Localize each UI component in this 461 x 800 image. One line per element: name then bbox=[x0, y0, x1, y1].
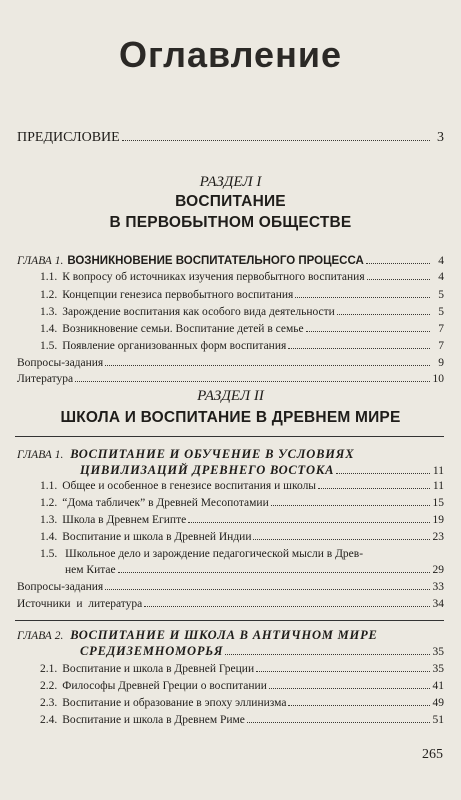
toc-entry-number: 1.5. bbox=[40, 340, 58, 352]
toc-entry-page: 35 bbox=[432, 646, 444, 658]
toc-entry-number: 1.3. bbox=[40, 306, 58, 318]
toc-entry-page: 41 bbox=[432, 680, 444, 692]
toc-chapter[interactable] bbox=[17, 447, 354, 462]
toc-entry-literature[interactable] bbox=[17, 372, 444, 386]
leader-dots bbox=[336, 464, 430, 474]
toc-entry-number: 1.3. bbox=[40, 514, 58, 526]
toc-entry[interactable] bbox=[40, 322, 444, 336]
leader-dots bbox=[144, 597, 430, 607]
toc-entry-page: 34 bbox=[432, 598, 444, 610]
leader-dots bbox=[366, 254, 430, 264]
toc-entry-page: 3 bbox=[437, 130, 444, 145]
toc-entry-page: 11 bbox=[432, 465, 444, 477]
leader-dots bbox=[118, 563, 430, 573]
toc-entry-number: 1.2. bbox=[40, 289, 58, 301]
toc-entry-number: 1.4. bbox=[40, 323, 58, 335]
toc-entry-page: 4 bbox=[438, 271, 444, 283]
chapter-title: ВОЗНИКНОВЕНИЕ ВОСПИТАТЕЛЬНОГО ПРОЦЕССА bbox=[67, 255, 364, 267]
toc-entry-number: 2.3. bbox=[40, 697, 58, 709]
toc-entry-preface[interactable] bbox=[17, 131, 444, 145]
toc-entry-page: 15 bbox=[432, 497, 444, 509]
toc-entry-label: Зарождение воспитания как особого вида деятельности bbox=[62, 306, 335, 318]
toc-entry-label: Школа в Древнем Египте bbox=[62, 514, 187, 526]
toc-entry-number: 1.2. bbox=[40, 497, 58, 509]
toc-entry-label: Школьное дело и зарождение педагогической мысли в Древ- bbox=[65, 548, 364, 560]
toc-entry-number: 1.5. bbox=[40, 548, 58, 560]
section-title: ВОСПИТАНИЕ bbox=[175, 193, 286, 210]
chapter-prefix: ГЛАВА 2. bbox=[17, 630, 64, 642]
toc-entry-label: Воспитание и образование в эпоху эллинизма bbox=[62, 697, 287, 709]
leader-dots bbox=[75, 372, 430, 382]
toc-entry-page: 11 bbox=[432, 480, 444, 492]
toc-entry-label: Появление организованных форм воспитания bbox=[62, 340, 287, 352]
toc-entry-page: 7 bbox=[438, 323, 444, 335]
toc-entry-number: 1.1. bbox=[40, 271, 58, 283]
toc-chapter[interactable] bbox=[17, 628, 378, 643]
toc-entry-label: Воспитание и школа в Древней Греции bbox=[62, 663, 255, 675]
leader-dots bbox=[269, 679, 430, 689]
toc-entry[interactable] bbox=[40, 496, 444, 510]
chapter-title: СРЕДИЗЕМНОМОРЬЯ bbox=[80, 644, 224, 658]
toc-entry-label: Вопросы-задания bbox=[17, 581, 104, 593]
toc-entry-page: 19 bbox=[432, 514, 444, 526]
toc-entry-page: 7 bbox=[438, 340, 444, 352]
leader-dots bbox=[225, 645, 430, 655]
leader-dots bbox=[105, 580, 430, 590]
leader-dots bbox=[288, 696, 430, 706]
toc-entry-page: 49 bbox=[432, 697, 444, 709]
toc-entry[interactable] bbox=[40, 679, 444, 693]
leader-dots bbox=[247, 713, 430, 723]
chapter-prefix: ГЛАВА 1. bbox=[17, 449, 64, 461]
toc-entry-page: 9 bbox=[438, 357, 444, 369]
toc-entry-number: 1.4. bbox=[40, 531, 58, 543]
toc-entry-questions[interactable] bbox=[17, 580, 444, 594]
leader-dots bbox=[318, 479, 430, 489]
toc-entry-number: 2.2. bbox=[40, 680, 58, 692]
page-title: Оглавление bbox=[119, 34, 342, 75]
toc-entry-label: ПРЕДИСЛОВИЕ bbox=[17, 130, 120, 145]
leader-dots bbox=[122, 131, 430, 141]
toc-entry-page: 4 bbox=[438, 255, 444, 267]
page-number: 265 bbox=[422, 747, 443, 762]
toc-entry-label: Воспитание и школа в Древнем Риме bbox=[62, 714, 245, 726]
toc-chapter-continuation[interactable] bbox=[80, 644, 444, 659]
section-title: ШКОЛА И ВОСПИТАНИЕ В ДРЕВНЕМ МИРЕ bbox=[60, 409, 401, 426]
toc-entry-page: 10 bbox=[432, 373, 444, 385]
divider bbox=[15, 620, 444, 621]
toc-entry[interactable] bbox=[40, 288, 444, 302]
leader-dots bbox=[271, 496, 430, 506]
toc-entry-number: 2.4. bbox=[40, 714, 58, 726]
leader-dots bbox=[295, 288, 430, 298]
toc-entry[interactable] bbox=[40, 547, 363, 561]
toc-entry-label: “Дома табличек” в Древней Месопотамии bbox=[62, 497, 269, 509]
toc-chapter-continuation[interactable] bbox=[80, 463, 444, 478]
chapter-title: ЦИВИЛИЗАЦИЙ ДРЕВНЕГО ВОСТОКА bbox=[80, 463, 335, 477]
toc-entry[interactable] bbox=[40, 530, 444, 544]
toc-entry-page: 51 bbox=[432, 714, 444, 726]
toc-entry-label: Литература bbox=[17, 373, 74, 385]
divider bbox=[15, 436, 444, 437]
toc-entry[interactable] bbox=[40, 713, 444, 727]
toc-entry-questions[interactable] bbox=[17, 356, 444, 370]
leader-dots bbox=[253, 530, 430, 540]
toc-entry-label: Возникновение семьи. Воспитание детей в семье bbox=[62, 323, 304, 335]
toc-entry-page: 5 bbox=[438, 306, 444, 318]
toc-entry-label: Общее и особенное в генезисе воспитания и школы bbox=[62, 480, 317, 492]
toc-entry-label: Источники и литература bbox=[17, 598, 143, 610]
chapter-title: ВОСПИТАНИЕ И ШКОЛА В АНТИЧНОМ МИРЕ bbox=[70, 628, 378, 642]
toc-entry-label: Воспитание и школа в Древней Индии bbox=[62, 531, 252, 543]
leader-dots bbox=[367, 270, 430, 280]
chapter-prefix: ГЛАВА 1. bbox=[17, 255, 64, 267]
leader-dots bbox=[288, 339, 430, 349]
section-label: РАЗДЕЛ II bbox=[197, 388, 264, 404]
leader-dots bbox=[105, 356, 430, 366]
toc-entry-label: Философы Древней Греции о воспитании bbox=[62, 680, 267, 692]
toc-chapter[interactable] bbox=[17, 254, 444, 268]
toc-entry[interactable] bbox=[40, 696, 444, 710]
toc-entry-number: 2.1. bbox=[40, 663, 58, 675]
leader-dots bbox=[256, 662, 430, 672]
leader-dots bbox=[306, 322, 430, 332]
section-title: В ПЕРВОБЫТНОМ ОБЩЕСТВЕ bbox=[109, 214, 352, 231]
toc-entry-page: 5 bbox=[438, 289, 444, 301]
toc-entry-page: 29 bbox=[432, 564, 444, 576]
toc-entry[interactable] bbox=[40, 305, 444, 319]
chapter-title: ВОСПИТАНИЕ И ОБУЧЕНИЕ В УСЛОВИЯХ bbox=[70, 447, 355, 461]
toc-entry-page: 33 bbox=[432, 581, 444, 593]
leader-dots bbox=[188, 513, 430, 523]
section-label: РАЗДЕЛ I bbox=[199, 174, 262, 190]
toc-entry-page: 35 bbox=[432, 663, 444, 675]
toc-entry[interactable] bbox=[40, 662, 444, 676]
toc-entry[interactable] bbox=[40, 513, 444, 527]
leader-dots bbox=[337, 305, 430, 315]
toc-entry[interactable] bbox=[40, 479, 444, 493]
toc-entry-label: Вопросы-задания bbox=[17, 357, 104, 369]
toc-entry-sources[interactable] bbox=[17, 597, 444, 611]
toc-entry-label: Концепции генезиса первобытного воспитания bbox=[62, 289, 294, 301]
toc-entry-continuation[interactable] bbox=[65, 563, 444, 577]
toc-entry-number: 1.1. bbox=[40, 480, 58, 492]
toc-entry-page: 23 bbox=[432, 531, 444, 543]
toc-entry-label: нем Китае bbox=[65, 564, 116, 576]
toc-entry[interactable] bbox=[40, 270, 444, 284]
toc-entry[interactable] bbox=[40, 339, 444, 353]
toc-entry-label: К вопросу об источниках изучения первобытного воспитания bbox=[62, 271, 365, 283]
